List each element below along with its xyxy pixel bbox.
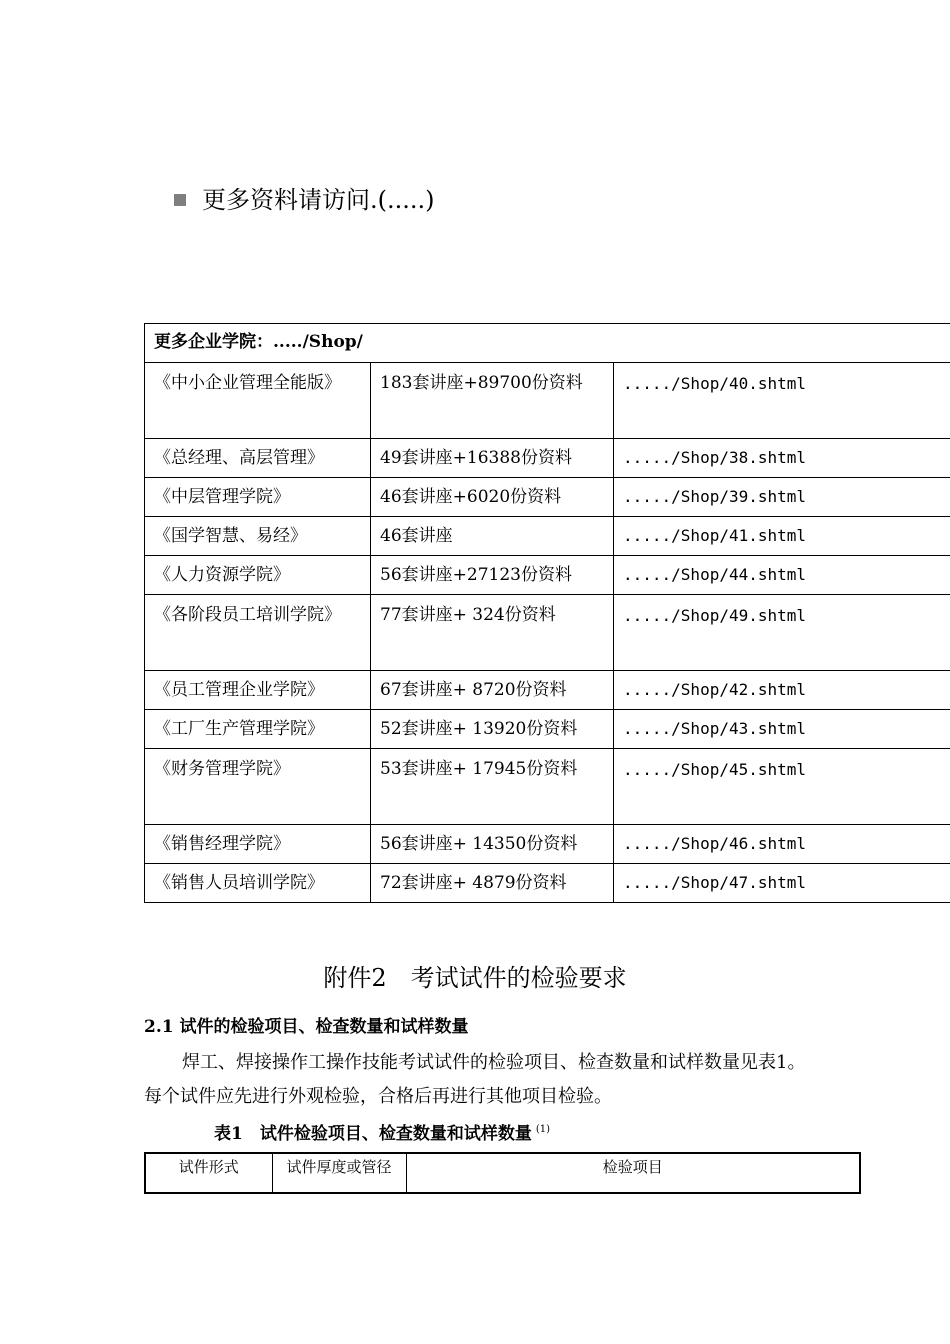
academy-name: 《各阶段员工培训学院》 [145, 595, 371, 671]
table-row [145, 595, 950, 671]
academy-name: 《人力资源学院》 [145, 556, 371, 595]
academy-link[interactable]: ...../Shop/42.shtml [614, 671, 950, 710]
table-row [145, 749, 950, 825]
table-row [145, 556, 950, 595]
square-bullet-icon [174, 194, 186, 206]
shop-table-header[interactable]: 更多企业学院：...../Shop/ [145, 324, 950, 363]
academy-content: 183套讲座+89700份资料 [371, 363, 614, 439]
table-row [145, 864, 950, 903]
table-caption-note: (1) [535, 1124, 550, 1135]
table-row [145, 710, 950, 749]
academy-content: 77套讲座+ 324份资料 [371, 595, 614, 671]
table-row [145, 363, 950, 439]
academy-link[interactable]: ...../Shop/38.shtml [614, 439, 950, 478]
academy-content: 46套讲座+6020份资料 [371, 478, 614, 517]
academy-name: 《销售人员培训学院》 [145, 864, 371, 903]
academy-link[interactable]: ...../Shop/44.shtml [614, 556, 950, 595]
table-row [145, 517, 950, 556]
academy-link[interactable]: ...../Shop/47.shtml [614, 864, 950, 903]
academy-link[interactable]: ...../Shop/41.shtml [614, 517, 950, 556]
table-caption [214, 1117, 550, 1147]
table-row [145, 439, 950, 478]
academy-link[interactable]: ...../Shop/46.shtml [614, 825, 950, 864]
section-heading: 2.1 试件的检验项目、检查数量和试样数量 [144, 1017, 469, 1037]
academy-name: 《中层管理学院》 [145, 478, 371, 517]
academy-content: 67套讲座+ 8720份资料 [371, 671, 614, 710]
table-header-row [145, 1153, 860, 1193]
table-row [145, 825, 950, 864]
academy-name: 《国学智慧、易经》 [145, 517, 371, 556]
academy-name: 《销售经理学院》 [145, 825, 371, 864]
body-paragraph: 焊工、焊接操作工操作技能考试试件的检验项目、检查数量和试样数量见表1。每个试件应先进行外观检验，合格后再进行其他项目检验。 [144, 1052, 806, 1107]
shop-table [144, 323, 950, 903]
academy-name: 《财务管理学院》 [145, 749, 371, 825]
academy-content: 46套讲座 [371, 517, 614, 556]
more-resources-text[interactable]: 更多资料请访问.(.....) [202, 186, 435, 214]
inspection-table [144, 1152, 861, 1194]
academy-content: 56套讲座+ 14350份资料 [371, 825, 614, 864]
academy-name: 《总经理、高层管理》 [145, 439, 371, 478]
table-row [145, 478, 950, 517]
academy-content: 49套讲座+16388份资料 [371, 439, 614, 478]
academy-content: 52套讲座+ 13920份资料 [371, 710, 614, 749]
academy-link[interactable]: ...../Shop/45.shtml [614, 749, 950, 825]
academy-content: 56套讲座+27123份资料 [371, 556, 614, 595]
academy-name: 《中小企业管理全能版》 [145, 363, 371, 439]
table-row [145, 671, 950, 710]
more-resources-line [174, 184, 435, 216]
academy-content: 72套讲座+ 4879份资料 [371, 864, 614, 903]
column-header: 试件厚度或管径 [272, 1153, 406, 1193]
academy-link[interactable]: ...../Shop/40.shtml [614, 363, 950, 439]
academy-name: 《员工管理企业学院》 [145, 671, 371, 710]
academy-link[interactable]: ...../Shop/39.shtml [614, 478, 950, 517]
academy-link[interactable]: ...../Shop/49.shtml [614, 595, 950, 671]
annex-title: 附件2 考试试件的检验要求 [323, 964, 627, 992]
column-header: 试件形式 [145, 1153, 272, 1193]
academy-name: 《工厂生产管理学院》 [145, 710, 371, 749]
table-caption-text: 表1 试件检验项目、检查数量和试样数量 [214, 1124, 532, 1144]
academy-link[interactable]: ...../Shop/43.shtml [614, 710, 950, 749]
academy-content: 53套讲座+ 17945份资料 [371, 749, 614, 825]
column-header: 检验项目 [406, 1153, 860, 1193]
